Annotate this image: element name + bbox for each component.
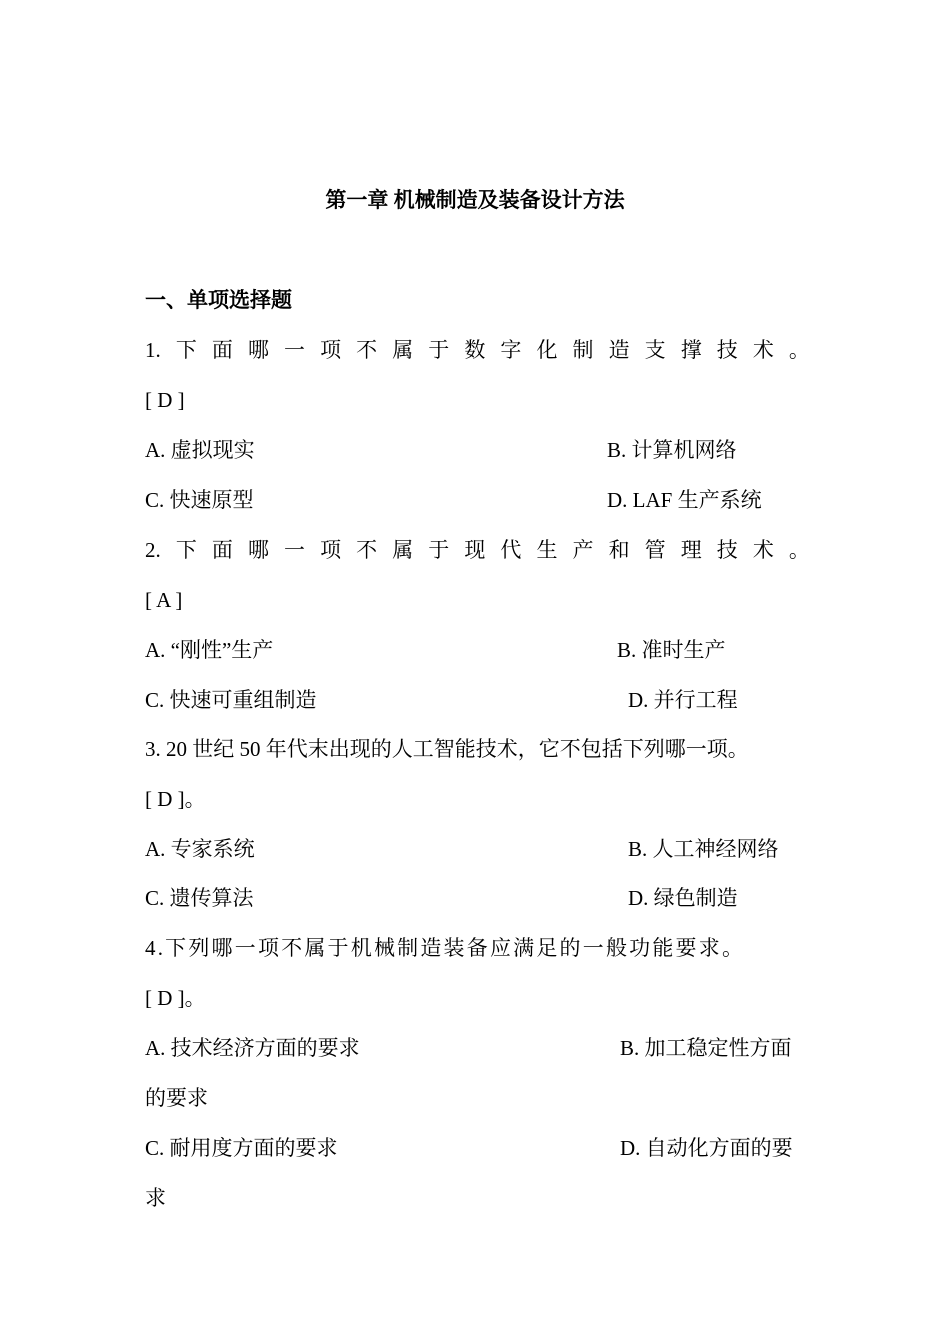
stem-char: 一 bbox=[284, 338, 305, 362]
question-3-option-c: C. 遗传算法 bbox=[145, 886, 254, 910]
question-1-option-b: B. 计算机网络 bbox=[607, 438, 737, 462]
question-4-option-a: A. 技术经济方面的要求 bbox=[145, 1036, 360, 1060]
stem-char: 于 bbox=[428, 338, 450, 362]
stem-char: 术 bbox=[752, 538, 774, 562]
stem-char: 1. bbox=[145, 338, 161, 362]
stem-char: 代 bbox=[500, 538, 522, 562]
question-2-stem bbox=[145, 536, 810, 564]
stem-char: 制 bbox=[572, 338, 594, 362]
question-3-stem: 3. 20 世纪 50 年代末出现的人工智能技术，它不包括下列哪一项。 bbox=[145, 737, 749, 761]
question-3-option-a: A. 专家系统 bbox=[145, 837, 255, 861]
question-4-option-b-continued: 的要求 bbox=[145, 1086, 208, 1110]
stem-char: 。 bbox=[788, 338, 810, 362]
stem-char: 生 bbox=[536, 538, 558, 562]
stem-char: 2. bbox=[145, 538, 161, 562]
question-2-option-a: A. “刚性”生产 bbox=[145, 638, 274, 662]
question-3-answer: [ D ]。 bbox=[145, 787, 206, 811]
question-3-option-d: D. 绿色制造 bbox=[628, 886, 738, 910]
stem-char: 支 bbox=[644, 338, 666, 362]
stem-char: 属 bbox=[392, 538, 414, 562]
question-1-option-c: C. 快速原型 bbox=[145, 488, 254, 512]
chapter-title: 第一章 机械制造及装备设计方法 bbox=[325, 188, 625, 212]
stem-char: 技 bbox=[716, 538, 738, 562]
stem-char: 技 bbox=[716, 338, 738, 362]
stem-char: 理 bbox=[680, 538, 702, 562]
stem-char: 术 bbox=[752, 338, 774, 362]
stem-char: 面 bbox=[211, 538, 233, 562]
stem-char: 造 bbox=[608, 338, 630, 362]
stem-char: 数 bbox=[464, 338, 486, 362]
question-3-option-b: B. 人工神经网络 bbox=[628, 837, 779, 861]
stem-char: 管 bbox=[644, 538, 666, 562]
question-4-stem: 4.下列哪一项不属于机械制造装备应满足的一般功能要求。 bbox=[145, 936, 746, 960]
stem-char: 哪 bbox=[247, 338, 269, 362]
stem-char: 化 bbox=[536, 338, 558, 362]
stem-char: 现 bbox=[464, 538, 486, 562]
question-4-answer: [ D ]。 bbox=[145, 986, 206, 1010]
stem-char: 哪 bbox=[247, 538, 269, 562]
question-4-option-c: C. 耐用度方面的要求 bbox=[145, 1136, 338, 1160]
stem-char: 于 bbox=[428, 538, 450, 562]
question-2-option-d: D. 并行工程 bbox=[628, 688, 738, 712]
stem-char: 不 bbox=[356, 338, 378, 362]
section-heading: 一、单项选择题 bbox=[145, 288, 292, 312]
question-1-stem bbox=[145, 336, 810, 364]
stem-char: 下 bbox=[175, 538, 197, 562]
stem-char: 属 bbox=[392, 338, 414, 362]
question-1-option-a: A. 虚拟现实 bbox=[145, 438, 255, 462]
question-4-option-d-continued: 求 bbox=[145, 1186, 166, 1210]
stem-char: 项 bbox=[320, 538, 342, 562]
question-2-option-c: C. 快速可重组制造 bbox=[145, 688, 317, 712]
question-4-option-d: D. 自动化方面的要 bbox=[620, 1136, 793, 1160]
stem-char: 不 bbox=[356, 538, 378, 562]
stem-char: 项 bbox=[320, 338, 342, 362]
question-2-option-b: B. 准时生产 bbox=[617, 638, 726, 662]
question-4-option-b: B. 加工稳定性方面 bbox=[620, 1036, 792, 1060]
stem-char: 字 bbox=[500, 338, 522, 362]
stem-char: 产 bbox=[572, 538, 594, 562]
stem-char: 面 bbox=[211, 338, 233, 362]
stem-char: 和 bbox=[608, 538, 630, 562]
stem-char: 撑 bbox=[680, 338, 702, 362]
question-2-answer: [ A ] bbox=[145, 588, 183, 612]
question-1-option-d: D. LAF 生产系统 bbox=[607, 488, 762, 512]
stem-char: 一 bbox=[284, 538, 305, 562]
stem-char: 。 bbox=[788, 538, 810, 562]
stem-char: 下 bbox=[175, 338, 197, 362]
question-1-answer: [ D ] bbox=[145, 388, 185, 412]
